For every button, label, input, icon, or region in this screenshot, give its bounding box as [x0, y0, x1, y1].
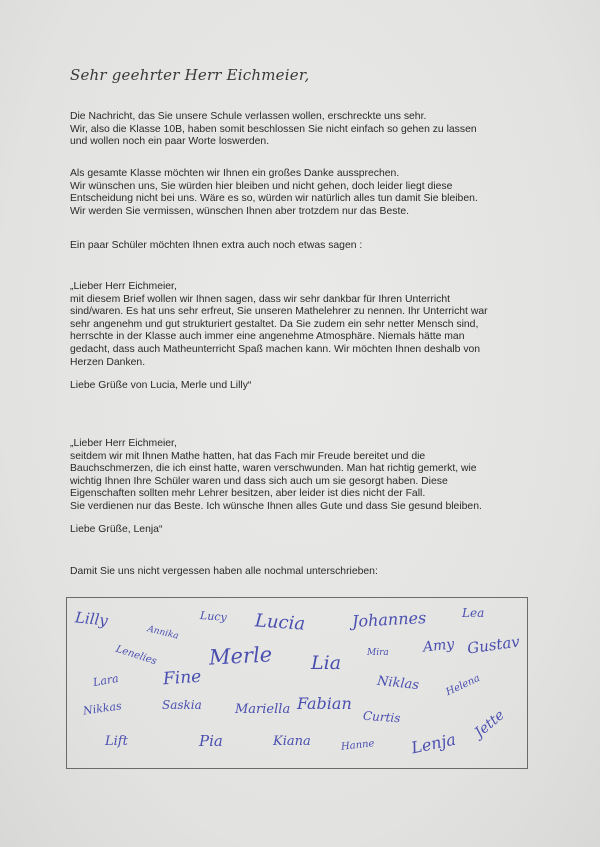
text-line: sehr angenehm und gut strukturiert gestaltet. Da Sie zudem ein sehr netter Mensch sind,	[70, 318, 479, 330]
text-line: wichtig Ihnen Ihre Schüler waren und dass sich auch um sie gesorgt haben. Diese	[70, 475, 448, 487]
signature: Lenelies	[114, 643, 159, 668]
text-line: Sie verdienen nur das Beste. Ich wünsche Ihnen alles Gute und dass Sie gesund bleiben.	[70, 500, 482, 512]
signature: Annika	[146, 624, 180, 642]
text-line: Eigenschaften sollten mehr Lehrer besitzen, aber leider ist dies nicht der Fall.	[70, 488, 426, 500]
text-line: Wir werden Sie vermissen, wünschen Ihnen aber trotzdem nur das Beste.	[70, 205, 410, 217]
text-line: Die Nachricht, das Sie unsere Schule verlassen wollen, erschreckte uns sehr.	[70, 111, 427, 122]
text-line: und wollen noch ein paar Worte loswerden.	[70, 136, 270, 148]
signature-box	[66, 597, 528, 769]
signature: Lift	[105, 734, 128, 749]
text-line: „Lieber Herr Eichmeier,	[70, 281, 177, 292]
signature: Johannes	[351, 608, 427, 631]
text-line: Wir, also die Klasse 10B, haben somit beschlossen Sie nicht einfach so gehen zu lassen	[70, 123, 477, 135]
signature: Hanne	[340, 738, 375, 753]
text-line: Ein paar Schüler möchten Ihnen extra auch noch etwas sagen :	[70, 240, 363, 251]
signature: Saskia	[162, 698, 202, 712]
text-line: Herzen Danken.	[70, 356, 146, 368]
signature: Lea	[462, 606, 485, 620]
signature: Lenja	[409, 729, 458, 758]
paragraph-letter-lucia-merle-lilly	[70, 281, 540, 369]
text-line: sind/waren. Es hat uns sehr erfreut, Sie unseren Mathelehrer zu nennen. Ihr Unterricht war	[70, 306, 488, 318]
signature: Mira	[367, 648, 389, 658]
signature: Pia	[199, 732, 223, 750]
signature: Fine	[162, 666, 202, 690]
signature: Gustav	[466, 632, 521, 658]
paragraph-closing-1	[70, 380, 540, 393]
text-line: Bauchschmerzen, die ich einst hatte, waren verschwunden. Man hat richtig gemerkt, wie	[70, 463, 477, 475]
paragraph-students-intro	[70, 240, 540, 253]
signature: Merle	[208, 642, 273, 670]
text-line: „Lieber Herr Eichmeier,	[70, 438, 177, 449]
signature: Curtis	[362, 708, 401, 726]
signature: Helena	[444, 672, 482, 699]
text-line: Liebe Grüße von Lucia, Merle und Lilly“	[70, 380, 252, 391]
salutation: Sehr geehrter Herr Eichmeier,	[70, 66, 310, 84]
paragraph-intro	[70, 111, 540, 149]
paragraph-class-thanks	[70, 168, 540, 218]
text-line: Damit Sie uns nicht vergessen haben alle nochmal unterschrieben:	[70, 566, 378, 577]
text-line: Als gesamte Klasse möchten wir Ihnen ein großes Danke aussprechen.	[70, 168, 400, 179]
text-line: herrschte in der Klasse auch immer eine angenehme Atmosphäre. Niemals hätte man	[70, 331, 465, 343]
signature: Mariella	[235, 702, 291, 717]
text-line: mit diesem Brief wollen wir Ihnen sagen, dass wir sehr dankbar für Ihren Unterricht	[70, 293, 450, 305]
signature: Amy	[422, 636, 456, 656]
paragraph-signature-intro	[70, 566, 540, 579]
signature: Lia	[311, 652, 342, 674]
text-line: Wir wünschen uns, Sie würden hier bleiben und nicht gehen, doch leider liegt diese	[70, 180, 453, 192]
signature: Lilly	[74, 608, 109, 630]
signature: Niklas	[376, 673, 420, 694]
text-line: Liebe Grüße, Lenja“	[70, 524, 163, 535]
signature: Kiana	[273, 734, 311, 749]
signature: Lucia	[254, 610, 306, 635]
paragraph-closing-2	[70, 524, 540, 537]
signature: Lara	[92, 671, 120, 690]
signature: Jette	[471, 707, 508, 741]
signature: Nikkas	[82, 699, 123, 718]
text-line: gedacht, dass auch Matheunterricht Spaß machen kann. Wir möchten Ihnen deshalb von	[70, 343, 481, 355]
text-line: Entscheidung nicht bei uns. Wäre es so, würden wir natürlich alles tun damit Sie bleiben.	[70, 193, 478, 205]
signature: Lucy	[199, 609, 228, 624]
paragraph-letter-lenja	[70, 438, 540, 514]
text-line: seitdem wir mit Ihnen Mathe hatten, hat das Fach mir Freude bereitet und die	[70, 450, 426, 462]
signature: Fabian	[297, 694, 352, 713]
